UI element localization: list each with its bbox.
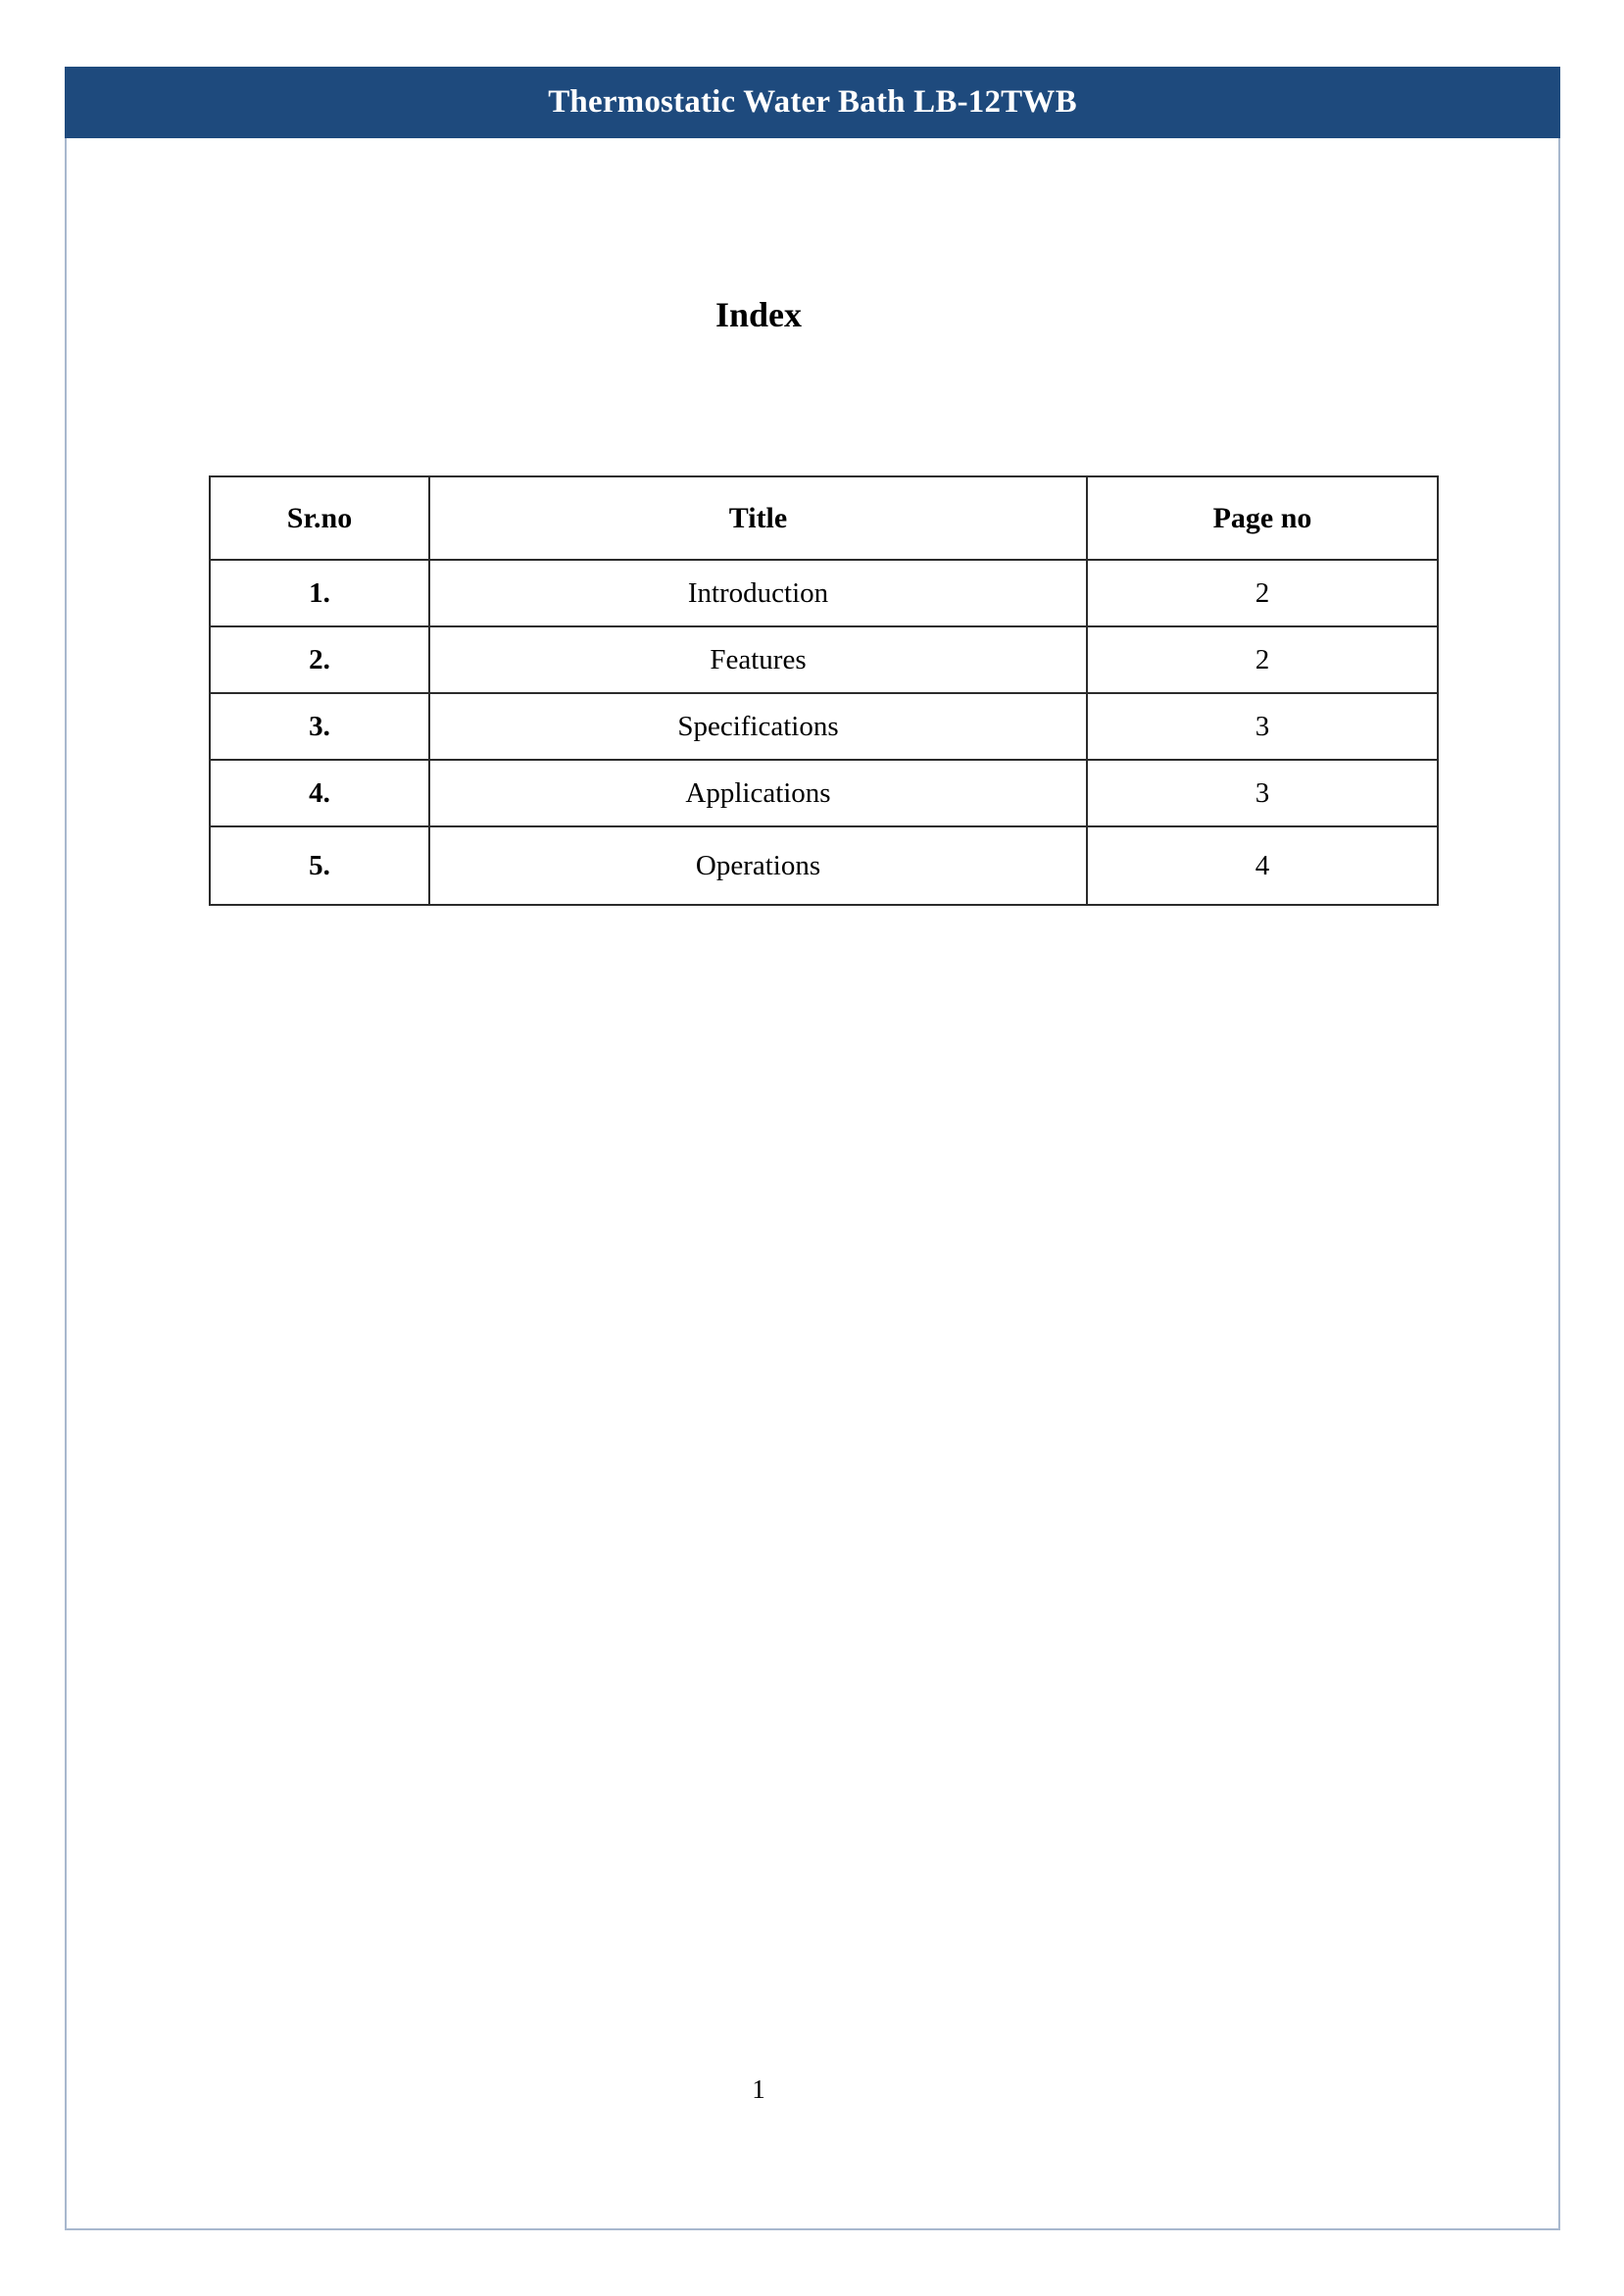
index-heading: Index [714,295,803,334]
cell-page-no: 3 [1087,760,1438,826]
cell-page-no: 4 [1087,826,1438,905]
cell-title: Specifications [429,693,1087,760]
index-table [209,475,1439,906]
cell-title: Features [429,626,1087,693]
cell-title: Operations [429,826,1087,905]
page-number: 1 [752,2074,765,2104]
column-header-title: Title [429,476,1087,560]
cell-page-no: 2 [1087,626,1438,693]
table-header-row [210,476,1438,560]
column-header-sr-no: Sr.no [210,476,429,560]
cell-page-no: 3 [1087,693,1438,760]
column-header-page-no: Page no [1087,476,1438,560]
document-header-title: Thermostatic Water Bath LB-12TWB [548,84,1077,120]
cell-sr-no: 1. [210,560,429,626]
cell-title: Introduction [429,560,1087,626]
cell-sr-no: 5. [210,826,429,905]
cell-sr-no: 3. [210,693,429,760]
table-row [210,826,1438,905]
table-row [210,560,1438,626]
cell-title: Applications [429,760,1087,826]
document-body [65,138,1560,2230]
cell-sr-no: 2. [210,626,429,693]
cell-page-no: 2 [1087,560,1438,626]
document-header-band [65,67,1560,138]
cell-sr-no: 4. [210,760,429,826]
table-row [210,626,1438,693]
table-row [210,760,1438,826]
table-row [210,693,1438,760]
